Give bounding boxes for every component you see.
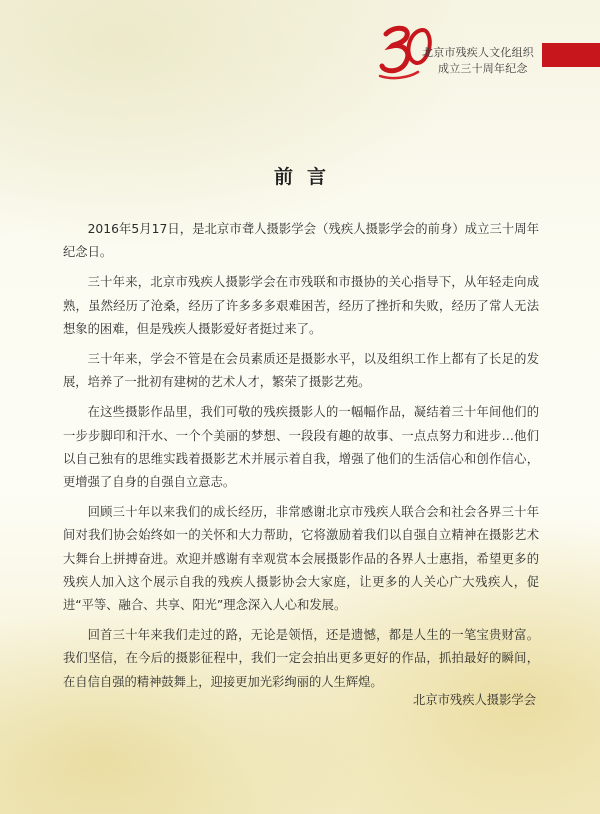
paragraph-4: 在这些摄影作品里，我们可敬的残疾摄影人的一幅幅作品，凝结着三十年间他们的一步步脚印和汗水、一个个美丽的梦想、一段段有趣的故事、一点点努力和进步…他们以自己独有的思维实践着摄影艺术并展示着自我，增强了他们的生活信心和创作信心，更增强了自身的自强自立意志。 <box>63 405 539 490</box>
header-accent-bar <box>542 43 600 67</box>
paragraph-1: 2016年5月17日，是北京市聋人摄影学会（残疾人摄影学会的前身）成立三十周年纪念日。 <box>63 222 539 260</box>
logo-line-anniversary: 成立三十周年纪念 <box>438 62 528 75</box>
signature: 北京市残疾人摄影学会 <box>413 693 536 707</box>
page-title: 前言 <box>273 166 340 188</box>
paragraph-5: 回顾三十年以来我们的成长经历，非常感谢北京市残疾人联合会和社会各界三十年间对我们协会始终如一的关怀和大力帮助，它将激励着我们以自强自立精神在摄影艺术大舞台上拼搏奋进。欢迎并感谢有幸观赏本会展摄影作品的各界人士惠指，希望更多的残疾人加入这个展示自我的残疾人摄影协会大家庭，让更多的人关心广大残疾人，促进“平等、融合、共享、阳光”理念深入人心和发展。 <box>63 505 539 613</box>
paragraph-6: 回首三十年来我们走过的路，无论是领悟，还是遗憾，都是人生的一笔宝贵财富。我们坚信，在今后的摄影征程中，我们一定会拍出更多更好的作品，抓拍最好的瞬间，在自信自强的精神鼓舞上，迎接更加光彩绚丽的人生辉煌。 <box>63 628 539 689</box>
paragraph-3: 三十年来，学会不管是在会员素质还是摄影水平，以及组织工作上都有了长足的发展，培养了一批初有建树的艺术人才，繁荣了摄影艺苑。 <box>63 352 539 390</box>
anniversary-logo <box>378 22 548 82</box>
logo-line-organization: 北京市残疾人文化组织 <box>422 46 534 59</box>
preface-body <box>63 218 539 701</box>
paragraph-2: 三十年来，北京市残疾人摄影学会在市残联和市摄协的关心指导下，从年轻走向成熟，虽然经历了沧桑，经历了许多多多艰难困苦，经历了挫折和失败，经历了常人无法想象的困难，但是残疾人摄影爱好者挺过来了。 <box>63 275 539 336</box>
